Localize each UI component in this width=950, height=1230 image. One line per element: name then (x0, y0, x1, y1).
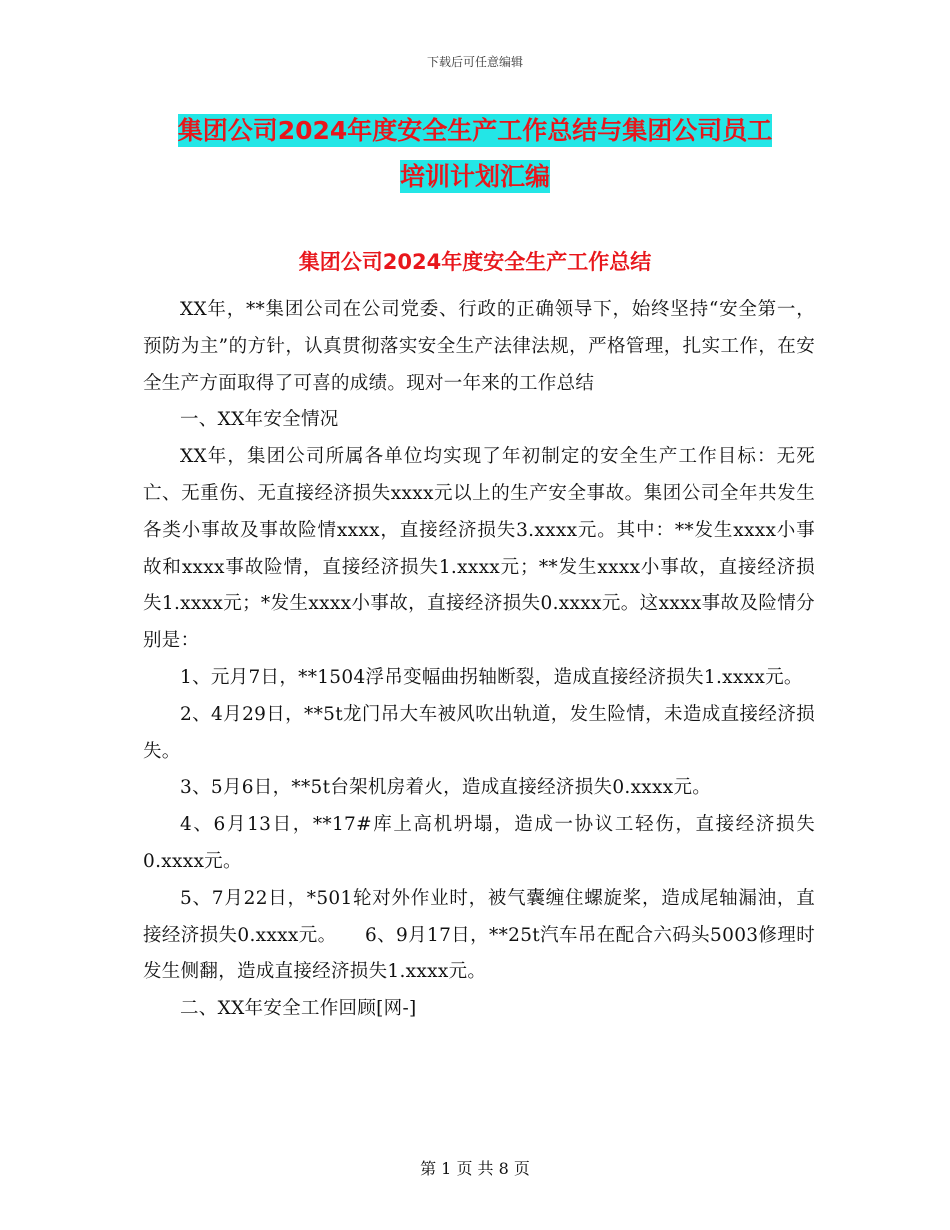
header-note: 下载后可任意编辑 (426, 55, 523, 69)
list-item: 4、6月13日，**17#库上高机坍塌，造成一协议工轻伤，直接经济损失0.xxxx元。 (143, 814, 815, 872)
document-body (143, 292, 815, 1028)
page-footer: 第 1 页 共 8 页 (420, 1159, 530, 1178)
paragraph-safety-summary: XX年，集团公司所属各单位均实现了年初制定的安全生产工作目标：无死亡、无重伤、无直接经济损失xxxx元以上的生产安全事故。集团公司全年共发生各类小事故及事故险情xxxx，直接经济损失3.xxxx元。其中：**发生xxxx小事故和xxxx事故险情，直接经济损失1.xxxx元；**发生xxxx小事故，直接经济损失1.xxxx元；*发生xxxx小事故，直接经济损失0.xxxx元。这xxxx事故及险情分别是： (143, 446, 815, 652)
list-item: 5、7月22日，*501轮对外作业时，被气囊缠住螺旋桨，造成尾轴漏油，直接经济损失0.xxxx元。 6、9月17日，**25t汽车吊在配合六码头5003修理时发生侧翻，造成直接经济损失1.xxxx元。 (143, 887, 815, 983)
section-title: 集团公司2024年度安全生产工作总结 (298, 250, 652, 274)
heading-safety-situation: 一、XX年安全情况 (180, 409, 339, 431)
list-item: 3、5月6日，**5t台架机房着火，造成直接经济损失0.xxxx元。 (180, 777, 712, 799)
document-title (140, 108, 810, 200)
document-title-line2: 培训计划汇编 (399, 162, 550, 191)
heading-work-review: 二、XX年安全工作回顾[网-] (180, 998, 417, 1020)
list-item: 1、元月7日，**1504浮吊变幅曲拐轴断裂，造成直接经济损失1.xxxx元。 (180, 666, 803, 688)
paragraph-intro: XX年，**集团公司在公司党委、行政的正确领导下，始终坚持“安全第一，预防为主”的方针，认真贯彻落实安全生产法律法规，严格管理，扎实工作，在安全生产方面取得了可喜的成绩。现对一年来的工作总结 (143, 299, 815, 394)
document-title-line1: 集团公司2024年度安全生产工作总结与集团公司员工 (177, 116, 773, 145)
list-item: 2、4月29日，**5t龙门吊大车被风吹出轨道，发生险情，未造成直接经济损失。 (143, 703, 815, 762)
